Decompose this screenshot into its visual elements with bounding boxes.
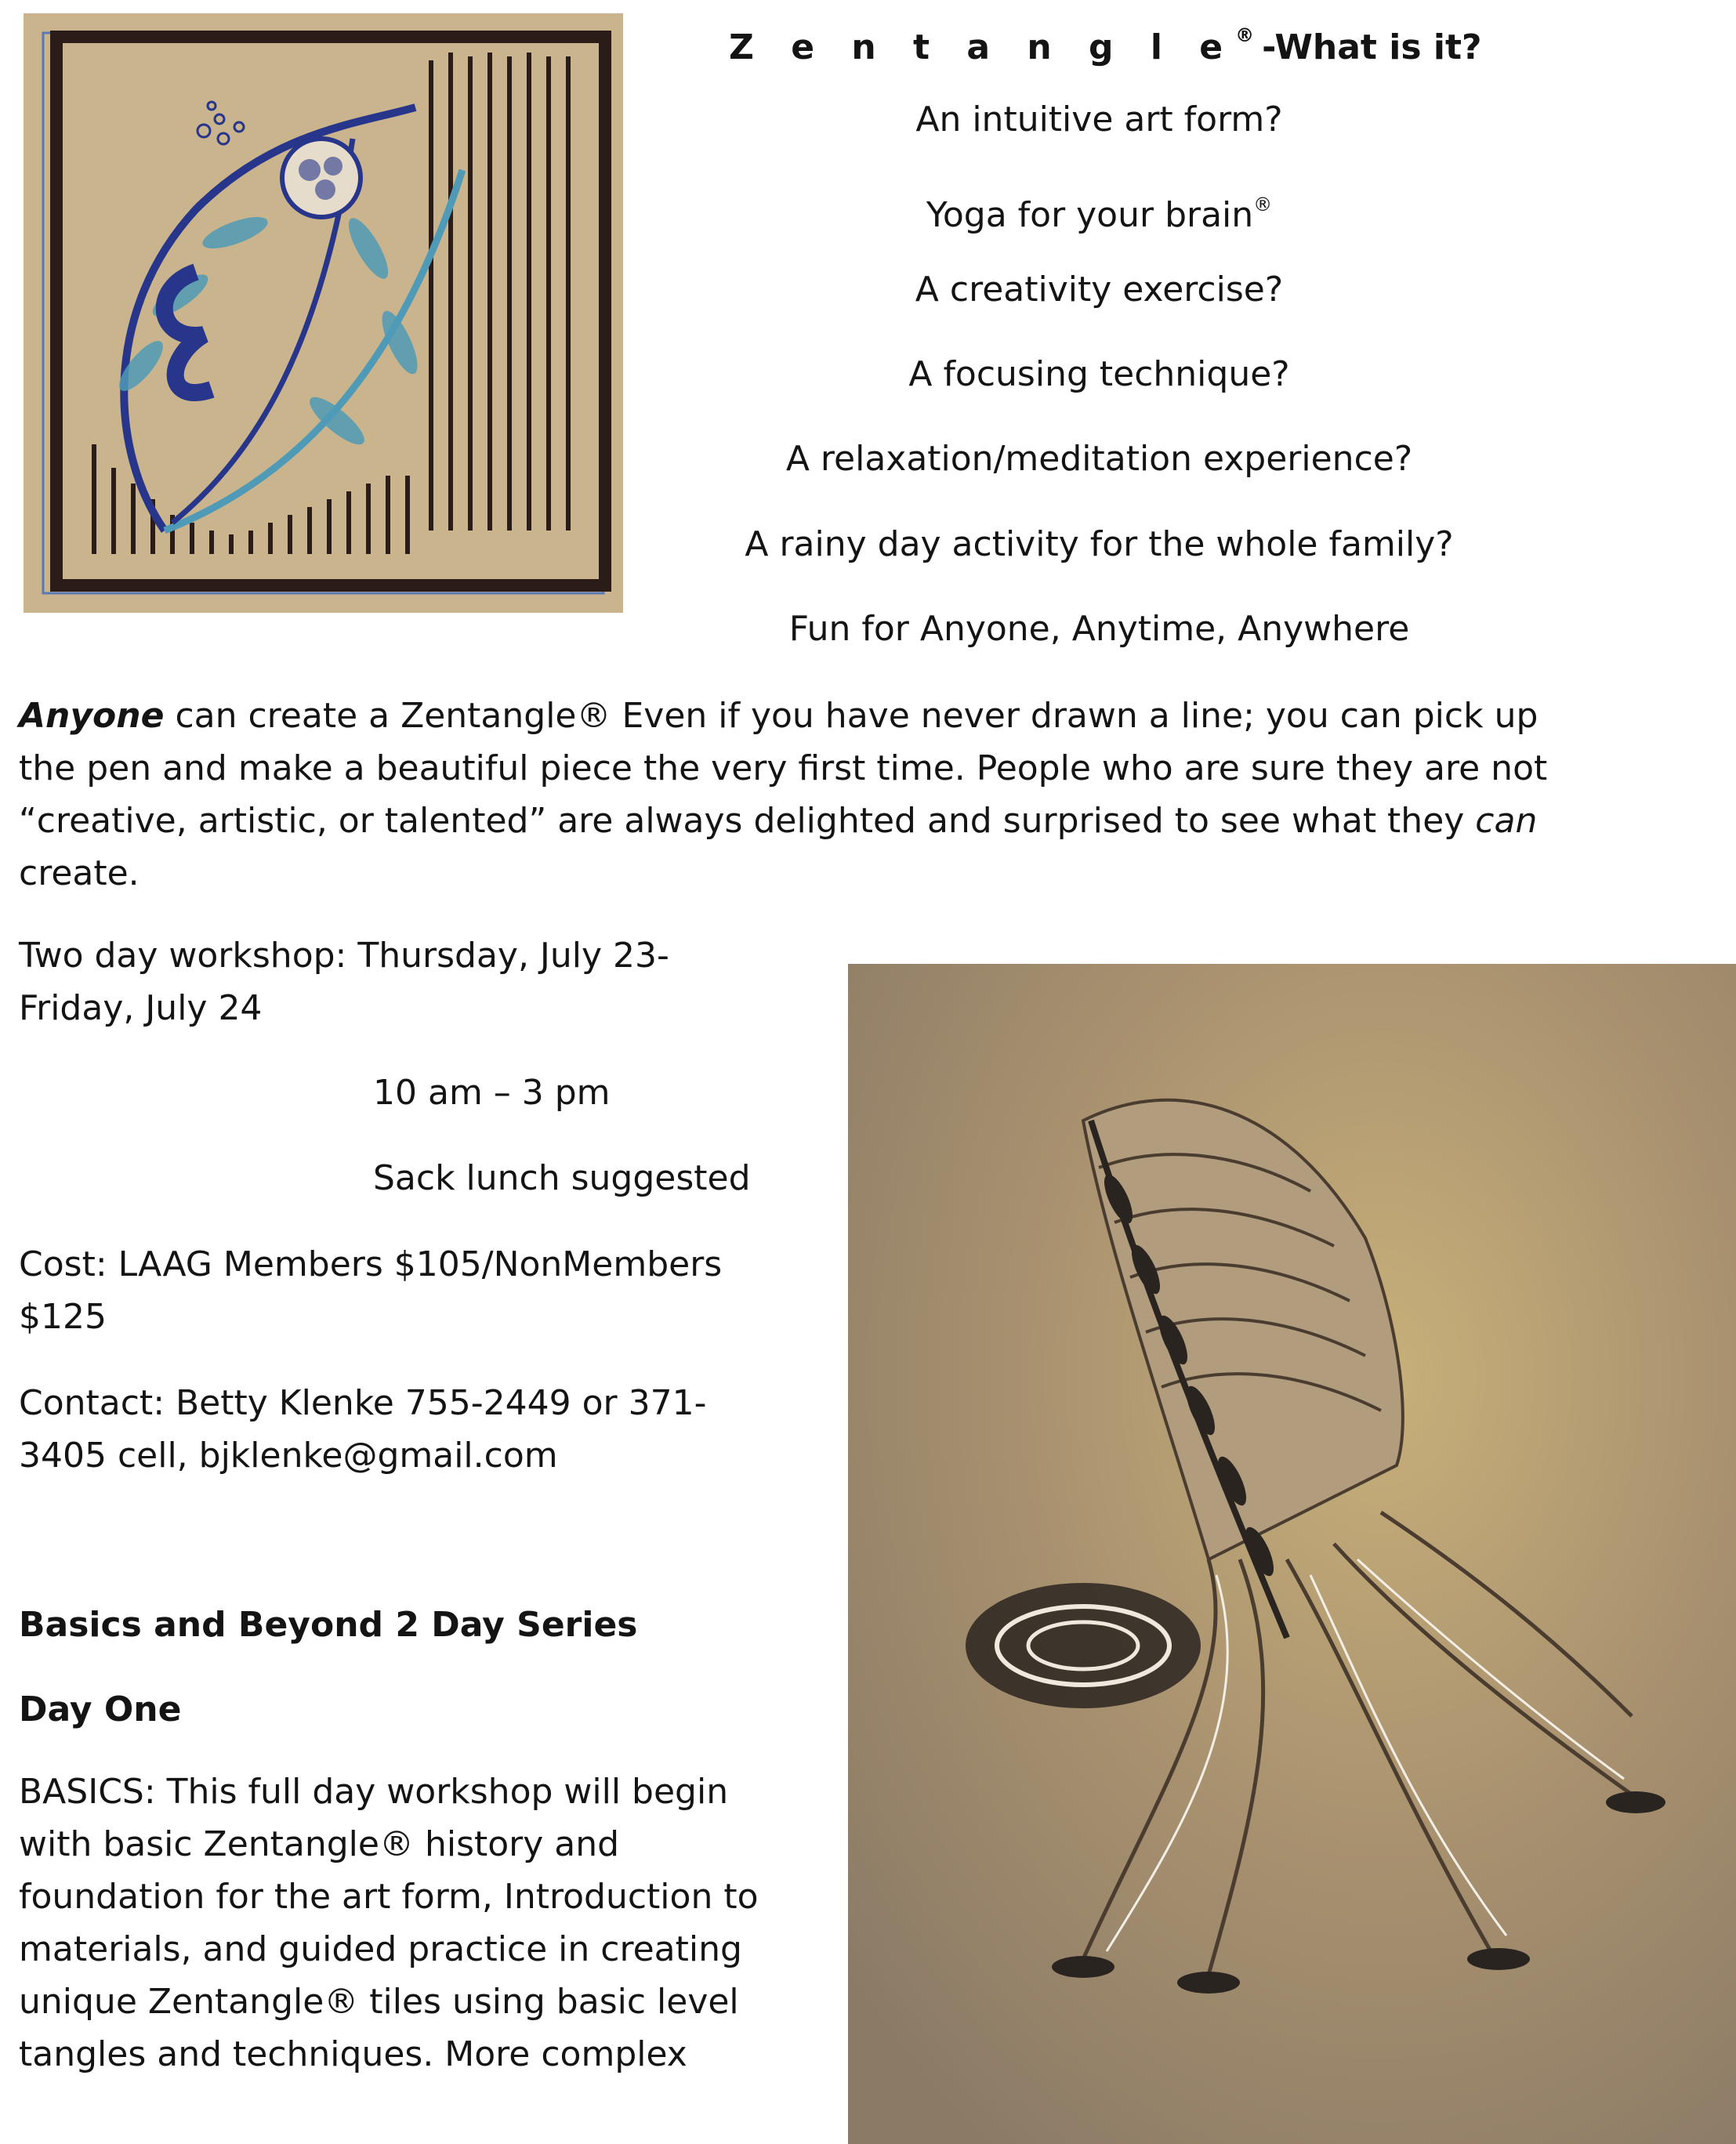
zentangle-tile-image-sepia [848,964,1736,2144]
question-creativity-exercise: A creativity exercise? [915,270,1284,310]
question-relaxation: A relaxation/meditation experience? [785,439,1413,479]
question-intuitive-art: An intuitive art form? [915,100,1283,139]
yoga-registered-mark: ® [1253,194,1273,215]
zentangle-tile-image-blue [24,13,623,613]
day-one-heading: Day One [19,1689,182,1729]
intro-text-part2: create. [19,853,140,893]
tagline-fun-for-anyone: Fun for Anyone, Anytime, Anywhere [788,609,1410,649]
workshop-cost: Cost: LAAG Members $105/NonMembers $125 [19,1244,723,1337]
workshop-contact: Contact: Betty Klenke 755-2449 or 371-3405 cell, bjklenke@gmail.com [19,1383,707,1476]
question-focusing-technique: A focusing technique? [908,354,1290,394]
workshop-lunch: Sack lunch suggested [373,1158,751,1198]
intro-can: can [1475,801,1538,841]
page-title [729,13,1482,70]
basics-paragraph: BASICS: This full day workshop will begin with basic Zentangle® history and foundation for the art form, Introduction to materials, and guided practice in creating unique Zentangle® tiles using basic level tangles and techniques. More complex [19,1772,759,2074]
intro-text-part1: can create a Zentangle® Even if you have never drawn a line; you can pick up the pen and make a beautiful piece the very first time. People who are sure they are not “creative, artistic, or talented” are always delighted and surprised to see what they [19,696,1548,841]
title-rest: -What is it? [1262,27,1482,67]
intro-anyone: Anyone [19,696,165,736]
title-registered-mark: ® [1235,24,1255,46]
series-heading: Basics and Beyond 2 Day Series [19,1605,638,1645]
question-rainy-day: A rainy day activity for the whole family? [745,524,1454,564]
workshop-time: 10 am – 3 pm [373,1073,611,1113]
intro-paragraph [19,690,1555,900]
question-yoga-brain [729,183,1470,237]
workshop-dates: Two day workshop: Thursday, July 23-Friday, July 24 [19,936,669,1028]
yoga-text: Yoga for your brain [926,195,1254,235]
title-zentangle: Z e n t a n g l e [729,27,1236,67]
